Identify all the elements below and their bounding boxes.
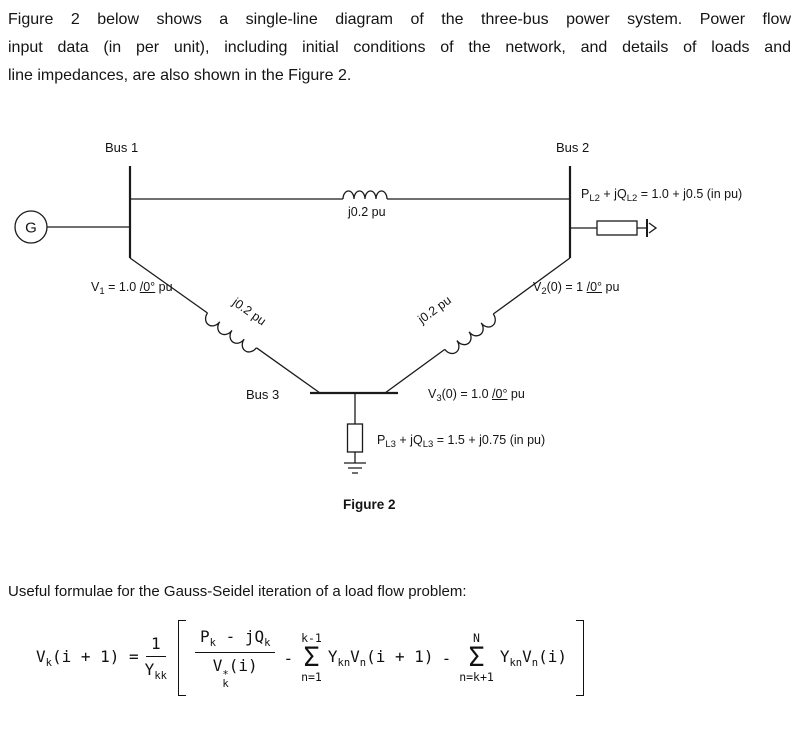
formula-lhs: $V_k(i + 1)$ = <box>36 647 139 669</box>
right-bracket <box>576 620 584 696</box>
admittance-coefficient-fraction: $\frac{1}{Y_{kk}}$ <box>144 634 167 682</box>
ground-symbol <box>344 463 366 473</box>
sigma-symbol: Σ <box>303 642 320 673</box>
left-bracket <box>178 620 186 696</box>
bus3-voltage-label: $V_3(0) = 1.0$ /0° pu <box>428 387 525 404</box>
summation-1-body: $Y_{kn}V_n(i + 1)$ <box>327 647 434 669</box>
formula-intro: Useful formulae for the Gauss-Seidel iteration of a load flow problem: <box>8 583 467 600</box>
line-1-2-impedance-label: j0.2 pu <box>348 205 386 219</box>
summation-2-body: $Y_{kn}V_n(i)$ <box>499 647 567 669</box>
bus1-label: Bus 1 <box>105 140 139 155</box>
intro-line-2: input data (in per unit), including initial conditions of the network, and details of loads and <box>8 39 791 56</box>
bus3-load-label: $P_{L3} + jQ_{L3} = 1.5 + j0.75$ (in pu) <box>377 433 546 450</box>
minus-operator: - <box>441 648 452 668</box>
bus2-load-label: $P_{L2} + jQ_{L2} = 1.0 + j0.5$ (in pu) <box>581 187 743 204</box>
generator-label: G <box>25 219 37 237</box>
line-1-3-impedance-label: j0.2 pu <box>229 295 269 329</box>
sigma-symbol: Σ <box>468 642 485 673</box>
summation-1: k-1 Σ n=1 <box>301 631 322 684</box>
minus-operator: - <box>283 648 294 668</box>
bus2-voltage-label: $V_2(0) = 1$ /0° pu <box>533 280 620 297</box>
power-voltage-fraction: $P_k - jQ_k$ V * k (i) <box>195 627 275 689</box>
bus3-label: Bus 3 <box>246 387 280 402</box>
gauss-seidel-formula <box>36 620 584 696</box>
line-1-3 <box>130 258 320 393</box>
line-1-2-inductor <box>343 191 387 199</box>
intro-line-1: Figure 2 below shows a single-line diagram of the three-bus power system. Power flow <box>8 11 791 28</box>
line-2-3 <box>385 258 570 393</box>
line-2-3-impedance-label: j0.2 pu <box>415 293 454 327</box>
figure-caption: Figure 2 <box>343 497 396 512</box>
bus1-voltage-label: $V_1 = 1.0$ /0° pu <box>91 280 173 297</box>
bus2-load-arrow <box>649 223 656 233</box>
bus2-label: Bus 2 <box>556 140 590 155</box>
bus2-load-box <box>597 221 637 235</box>
summation-2: N Σ n=k+1 <box>459 631 494 684</box>
line-2-3-inductor <box>445 314 499 357</box>
intro-line-3: line impedances, are also shown in the Figure 2. <box>8 67 352 84</box>
bus3-load-box <box>348 424 363 452</box>
